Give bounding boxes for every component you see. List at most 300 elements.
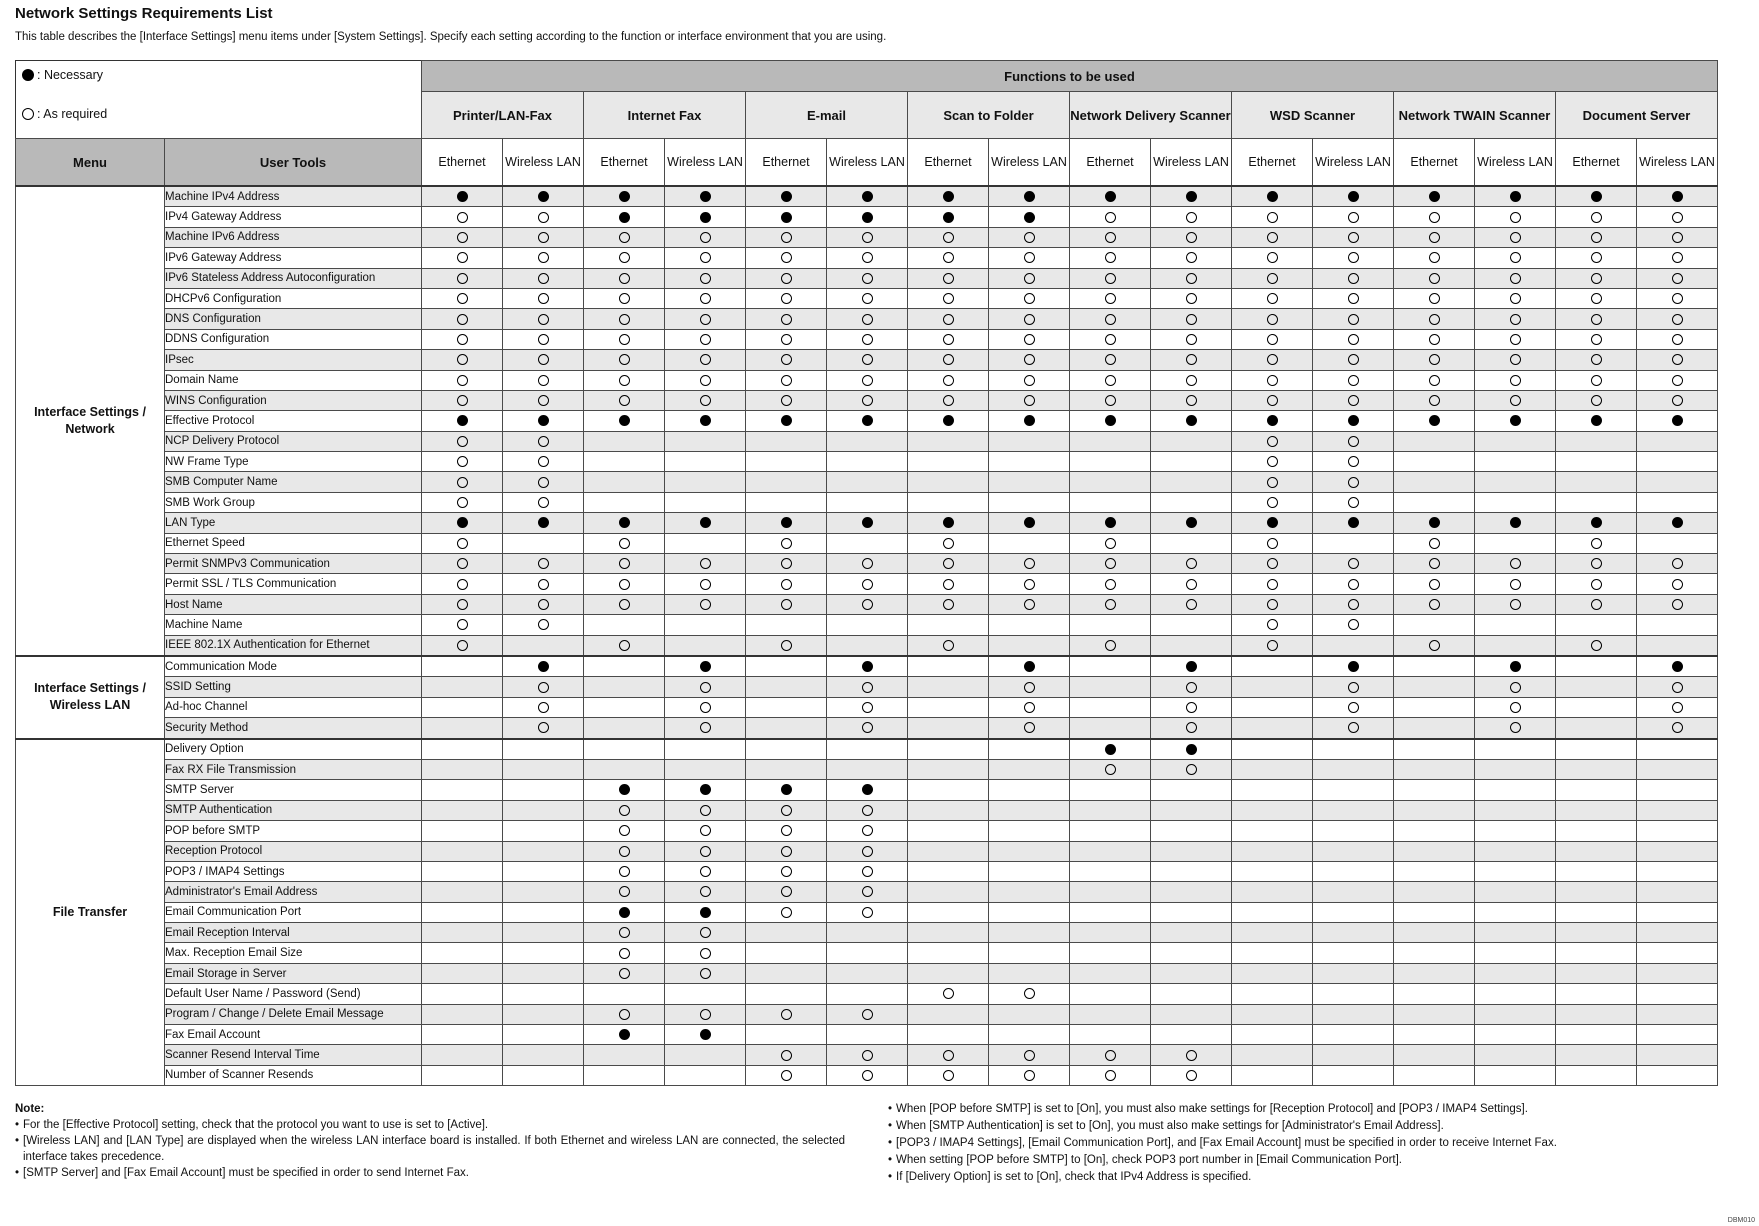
as-required-icon [862, 314, 873, 325]
as-required-icon [1348, 436, 1359, 447]
as-required-icon [619, 846, 630, 857]
requirement-cell [1475, 227, 1556, 247]
requirement-cell [1313, 574, 1394, 594]
as-required-icon [781, 538, 792, 549]
necessary-icon [1267, 517, 1278, 528]
requirement-cell [1232, 452, 1313, 472]
necessary-icon [862, 661, 873, 672]
requirement-cell [1313, 923, 1394, 943]
requirement-cell [827, 350, 908, 370]
requirement-cell [1070, 882, 1151, 902]
as-required-icon [619, 273, 630, 284]
requirement-cell [1151, 1004, 1232, 1024]
as-required-icon [1591, 558, 1602, 569]
requirement-cell [1151, 492, 1232, 512]
requirement-cell [503, 554, 584, 574]
as-required-icon [1429, 273, 1440, 284]
requirement-cell [1070, 554, 1151, 574]
as-required-icon [457, 619, 468, 630]
requirement-cell [1475, 350, 1556, 370]
requirement-cell [1070, 370, 1151, 390]
as-required-icon [1105, 293, 1116, 304]
requirement-cell [503, 1025, 584, 1045]
requirement-cell [1070, 268, 1151, 288]
function-header: Printer/LAN-Fax [422, 92, 584, 139]
requirement-cell [989, 882, 1070, 902]
requirement-cell [1394, 288, 1475, 308]
requirement-cell [1556, 452, 1637, 472]
requirement-cell [1556, 472, 1637, 492]
requirement-cell [1556, 1065, 1637, 1085]
as-required-icon [862, 293, 873, 304]
requirement-cell [1070, 861, 1151, 881]
necessary-icon [1186, 191, 1197, 202]
as-required-icon [1105, 395, 1116, 406]
requirement-cell [989, 431, 1070, 451]
as-required-icon [700, 334, 711, 345]
as-required-icon [943, 1050, 954, 1061]
as-required-icon [1672, 273, 1683, 284]
as-required-icon [1024, 273, 1035, 284]
as-required-icon [1429, 538, 1440, 549]
requirement-cell [503, 207, 584, 227]
as-required-icon [1186, 252, 1197, 263]
requirement-cell [1556, 207, 1637, 227]
requirement-cell [584, 1004, 665, 1024]
as-required-icon [619, 805, 630, 816]
ethernet-column-header: Ethernet [746, 139, 827, 187]
requirement-cell [422, 677, 503, 697]
requirement-cell [1313, 309, 1394, 329]
as-required-icon [538, 212, 549, 223]
requirement-cell [422, 615, 503, 635]
requirement-cell [1556, 227, 1637, 247]
requirement-cell [1637, 186, 1718, 207]
table-row [16, 1045, 1718, 1065]
as-required-icon [1591, 354, 1602, 365]
requirement-cell [1151, 882, 1232, 902]
requirement-cell [665, 861, 746, 881]
as-required-icon [1429, 579, 1440, 590]
requirement-cell [503, 882, 584, 902]
requirement-cell [503, 963, 584, 983]
requirement-cell [422, 492, 503, 512]
necessary-icon [781, 415, 792, 426]
requirement-cell [746, 984, 827, 1004]
as-required-icon [862, 273, 873, 284]
necessary-icon [1591, 191, 1602, 202]
requirement-cell [1394, 902, 1475, 922]
requirement-cell [1475, 186, 1556, 207]
requirement-cell [503, 492, 584, 512]
function-header: Network Delivery Scanner [1070, 92, 1232, 139]
requirement-cell [665, 492, 746, 512]
requirement-cell [1475, 656, 1556, 677]
requirement-cell [746, 656, 827, 677]
requirement-cell [1475, 492, 1556, 512]
requirement-cell [1232, 390, 1313, 410]
necessary-icon [781, 191, 792, 202]
requirement-cell [908, 656, 989, 677]
as-required-icon [781, 579, 792, 590]
requirement-cell [989, 800, 1070, 820]
as-required-icon [1591, 579, 1602, 590]
requirement-cell [503, 186, 584, 207]
as-required-icon [943, 334, 954, 345]
as-required-icon [538, 456, 549, 467]
table-row [16, 821, 1718, 841]
as-required-icon [1429, 395, 1440, 406]
user-tool-name: Email Communication Port [165, 902, 422, 922]
requirement-cell [1151, 963, 1232, 983]
requirement-cell [503, 309, 584, 329]
as-required-icon [1186, 212, 1197, 223]
requirement-cell [908, 780, 989, 800]
requirement-cell [503, 513, 584, 533]
requirement-cell [1394, 350, 1475, 370]
necessary-icon [943, 212, 954, 223]
requirement-cell [1637, 288, 1718, 308]
as-required-icon [1591, 314, 1602, 325]
as-required-icon [538, 375, 549, 386]
as-required-icon [457, 212, 468, 223]
requirement-cell [1070, 800, 1151, 820]
requirement-cell [1151, 248, 1232, 268]
requirement-cell [1313, 780, 1394, 800]
necessary-icon [700, 784, 711, 795]
requirement-cell [908, 248, 989, 268]
requirement-cell [1313, 370, 1394, 390]
as-required-icon [538, 395, 549, 406]
as-required-icon [1591, 232, 1602, 243]
as-required-icon [619, 354, 630, 365]
as-required-icon [781, 558, 792, 569]
requirement-cell [422, 594, 503, 614]
requirement-cell [1232, 656, 1313, 677]
requirement-cell [827, 923, 908, 943]
as-required-icon [1105, 640, 1116, 651]
as-required-icon [1591, 293, 1602, 304]
necessary-icon [1429, 415, 1440, 426]
as-required-icon [700, 702, 711, 713]
as-required-icon [1510, 293, 1521, 304]
requirement-cell [1232, 635, 1313, 656]
requirement-cell [1475, 841, 1556, 861]
as-required-icon [619, 579, 630, 590]
as-required-icon [538, 232, 549, 243]
as-required-icon [700, 252, 711, 263]
requirement-cell [1394, 800, 1475, 820]
requirement-cell [908, 1045, 989, 1065]
requirement-cell [1637, 574, 1718, 594]
as-required-icon [1024, 682, 1035, 693]
requirement-cell [584, 248, 665, 268]
requirement-cell [1475, 472, 1556, 492]
as-required-icon [1186, 764, 1197, 775]
requirement-cell [746, 329, 827, 349]
user-tools-column-header: User Tools [165, 139, 422, 187]
requirement-cell [746, 207, 827, 227]
function-header: Internet Fax [584, 92, 746, 139]
as-required-icon [1591, 334, 1602, 345]
as-required-icon [1510, 273, 1521, 284]
requirement-cell [1556, 288, 1637, 308]
as-required-icon [943, 314, 954, 325]
requirement-cell [908, 554, 989, 574]
requirement-cell [1232, 821, 1313, 841]
as-required-icon [700, 866, 711, 877]
as-required-icon [862, 558, 873, 569]
requirement-cell [1232, 248, 1313, 268]
table-row [16, 635, 1718, 656]
as-required-icon [1024, 1050, 1035, 1061]
requirement-cell [665, 207, 746, 227]
requirement-cell [1232, 943, 1313, 963]
as-required-icon [1510, 558, 1521, 569]
user-tool-name: Program / Change / Delete Email Message [165, 1004, 422, 1024]
as-required-icon [619, 927, 630, 938]
user-tool-name: Max. Reception Email Size [165, 943, 422, 963]
necessary-icon [1348, 517, 1359, 528]
requirement-cell [665, 533, 746, 553]
as-required-icon [1105, 1070, 1116, 1081]
requirement-cell [989, 533, 1070, 553]
requirement-cell [1637, 492, 1718, 512]
necessary-icon [862, 212, 873, 223]
as-required-icon [781, 846, 792, 857]
requirement-cell [1313, 963, 1394, 983]
requirement-cell [746, 963, 827, 983]
requirement-cell [746, 309, 827, 329]
requirement-cell [1070, 227, 1151, 247]
requirement-cell [665, 759, 746, 779]
requirement-cell [1394, 472, 1475, 492]
requirement-cell [665, 1045, 746, 1065]
as-required-icon [1024, 579, 1035, 590]
requirement-cell [422, 227, 503, 247]
requirement-cell [827, 186, 908, 207]
requirement-cell [827, 841, 908, 861]
requirement-cell [1394, 390, 1475, 410]
as-required-icon [943, 232, 954, 243]
requirement-cell [746, 1045, 827, 1065]
requirement-cell [1151, 370, 1232, 390]
requirement-cell [1637, 329, 1718, 349]
legend-as-required-label: : As required [37, 107, 108, 121]
necessary-icon [781, 212, 792, 223]
requirement-cell [1556, 594, 1637, 614]
requirement-cell [1475, 902, 1556, 922]
requirement-cell [746, 227, 827, 247]
ethernet-column-header: Ethernet [1394, 139, 1475, 187]
page-title: Network Settings Requirements List [15, 5, 273, 22]
as-required-icon [457, 579, 468, 590]
user-tool-name: Default User Name / Password (Send) [165, 984, 422, 1004]
as-required-icon [1591, 273, 1602, 284]
requirement-cell [584, 821, 665, 841]
requirement-cell [1151, 677, 1232, 697]
necessary-icon [943, 191, 954, 202]
requirement-cell [1151, 821, 1232, 841]
table-row [16, 594, 1718, 614]
requirement-cell [503, 615, 584, 635]
requirement-cell [989, 615, 1070, 635]
as-required-icon [1267, 640, 1278, 651]
requirement-cell [827, 780, 908, 800]
necessary-icon [700, 907, 711, 918]
requirement-cell [1070, 309, 1151, 329]
requirement-cell [584, 452, 665, 472]
requirement-cell [1232, 677, 1313, 697]
requirement-cell [1232, 923, 1313, 943]
as-required-icon [1186, 314, 1197, 325]
requirement-cell [746, 288, 827, 308]
as-required-icon [457, 232, 468, 243]
requirement-cell [1475, 574, 1556, 594]
requirement-cell [1313, 800, 1394, 820]
as-required-icon [1429, 375, 1440, 386]
requirement-cell [584, 574, 665, 594]
note-item: • When [SMTP Authentication] is set to [On], you must also make settings for [Administrator's Email Address]. [888, 1118, 1738, 1135]
requirement-cell [1313, 513, 1394, 533]
requirement-cell [584, 1065, 665, 1085]
user-tool-name: POP before SMTP [165, 821, 422, 841]
requirement-cell [1070, 943, 1151, 963]
requirement-cell [503, 697, 584, 717]
requirement-cell [584, 411, 665, 431]
requirement-cell [1313, 984, 1394, 1004]
requirement-cell [1070, 902, 1151, 922]
requirement-cell [1070, 759, 1151, 779]
requirement-cell [1232, 411, 1313, 431]
requirement-cell [989, 370, 1070, 390]
requirement-cell [584, 800, 665, 820]
as-required-icon [1186, 354, 1197, 365]
as-required-icon [619, 825, 630, 836]
requirement-cell [1637, 594, 1718, 614]
as-required-icon [1672, 558, 1683, 569]
requirement-cell [1313, 431, 1394, 451]
requirement-cell [584, 350, 665, 370]
requirement-cell [1313, 227, 1394, 247]
requirement-cell [746, 350, 827, 370]
requirement-cell [908, 963, 989, 983]
wireless-lan-column-header: Wireless LAN [1151, 139, 1232, 187]
requirement-cell [1394, 943, 1475, 963]
requirement-cell [1637, 943, 1718, 963]
requirement-cell [746, 370, 827, 390]
requirement-cell [584, 963, 665, 983]
as-required-icon [943, 988, 954, 999]
requirement-cell [827, 656, 908, 677]
requirement-cell [989, 780, 1070, 800]
requirement-cell [1556, 780, 1637, 800]
table-row [16, 800, 1718, 820]
as-required-icon [1510, 579, 1521, 590]
requirement-cell [1394, 574, 1475, 594]
necessary-icon [1429, 191, 1440, 202]
requirement-cell [1394, 821, 1475, 841]
requirement-cell [1151, 861, 1232, 881]
requirement-cell [908, 902, 989, 922]
as-required-icon [1591, 375, 1602, 386]
as-required-icon [1024, 702, 1035, 713]
requirement-cell [908, 207, 989, 227]
as-required-icon [1429, 354, 1440, 365]
requirement-cell [1151, 533, 1232, 553]
requirement-cell [1151, 329, 1232, 349]
requirement-cell [503, 411, 584, 431]
requirement-cell [1394, 656, 1475, 677]
table-row [16, 533, 1718, 553]
requirement-cell [908, 739, 989, 760]
requirement-cell [1070, 841, 1151, 861]
requirement-cell [1637, 431, 1718, 451]
as-required-icon [862, 354, 873, 365]
wireless-lan-column-header: Wireless LAN [827, 139, 908, 187]
requirement-cell [584, 309, 665, 329]
requirement-cell [1394, 861, 1475, 881]
requirement-cell [1313, 554, 1394, 574]
requirement-cell [1070, 821, 1151, 841]
menu-section-label: File Transfer [16, 739, 165, 1086]
user-tool-name: DHCPv6 Configuration [165, 288, 422, 308]
requirement-cell [1232, 697, 1313, 717]
requirement-cell [665, 288, 746, 308]
note-item: • If [Delivery Option] is set to [On], check that IPv4 Address is specified. [888, 1169, 1738, 1186]
as-required-icon [700, 579, 711, 590]
requirement-cell [503, 739, 584, 760]
as-required-icon [1348, 558, 1359, 569]
requirement-cell [989, 411, 1070, 431]
requirement-cell [989, 207, 1070, 227]
user-tool-name: Ad-hoc Channel [165, 697, 422, 717]
requirement-cell [1637, 1025, 1718, 1045]
requirement-cell [1556, 739, 1637, 760]
as-required-icon [1267, 599, 1278, 610]
requirement-cell [1475, 288, 1556, 308]
requirement-cell [1313, 902, 1394, 922]
as-required-icon [1267, 538, 1278, 549]
requirement-cell [1394, 492, 1475, 512]
requirement-cell [584, 207, 665, 227]
requirement-cell [908, 984, 989, 1004]
requirement-cell [1556, 759, 1637, 779]
requirement-cell [1637, 227, 1718, 247]
requirement-cell [827, 533, 908, 553]
necessary-icon [1429, 517, 1440, 528]
necessary-icon [619, 415, 630, 426]
table-row [16, 431, 1718, 451]
requirement-cell [1556, 635, 1637, 656]
requirement-cell [1070, 513, 1151, 533]
requirement-cell [1151, 309, 1232, 329]
as-required-icon [862, 682, 873, 693]
requirement-cell [1151, 739, 1232, 760]
requirement-cell [1394, 1025, 1475, 1045]
as-required-icon [781, 252, 792, 263]
note-item: • [POP3 / IMAP4 Settings], [Email Communication Port], and [Fax Email Account] must be specified in order to receive Internet Fax. [888, 1135, 1738, 1152]
requirement-cell [503, 943, 584, 963]
requirement-cell [746, 697, 827, 717]
as-required-icon [457, 252, 468, 263]
as-required-icon [619, 314, 630, 325]
requirement-cell [1556, 329, 1637, 349]
function-header: Scan to Folder [908, 92, 1070, 139]
requirement-cell [1637, 902, 1718, 922]
as-required-icon [1186, 1050, 1197, 1061]
requirement-cell [1556, 431, 1637, 451]
